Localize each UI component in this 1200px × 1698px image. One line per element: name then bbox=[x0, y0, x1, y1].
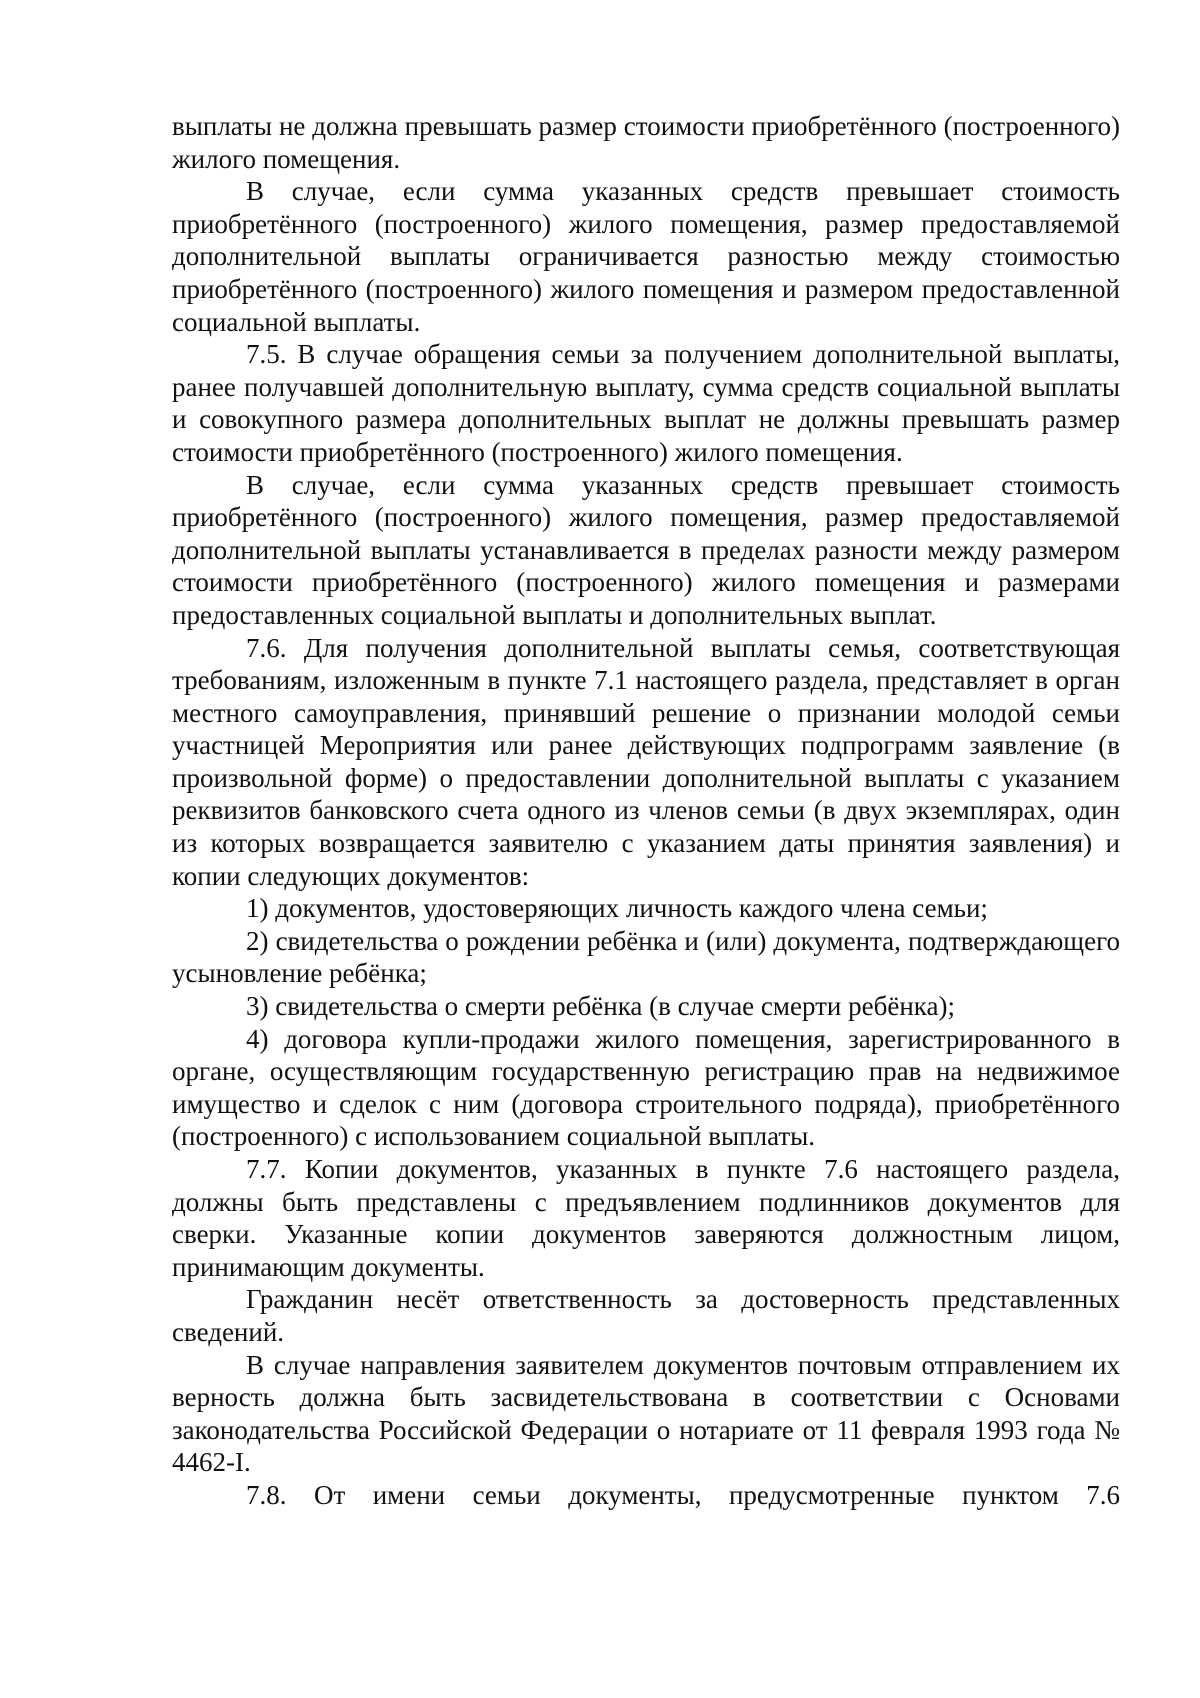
paragraph-postal-submission: В случае направления заявителем документов почтовым отправлением их верность должна быть засвидетельствована в соответствии с Основами законодательства Российской Федерации о нотариате от 11 февраля 1993 года № 4462-I. bbox=[172, 1349, 1120, 1478]
paragraph-difference-limit: В случае, если сумма указанных средств превышает стоимость приобретённого (построенного) жилого помещения, размер предоставляемой дополнительной выплаты ограничивается разностью между стоимостью приобретённого (построенного) жилого помещения и размером предоставленной социальной выплаты. bbox=[172, 176, 1120, 337]
paragraph-7-5: 7.5. В случае обращения семьи за получением дополнительной выплаты, ранее получавшей дополнительную выплату, сумма средств социальной выплаты и совокупного размера дополнительных выплат не должны превышать размер стоимости приобретённого (построенного) жилого помещения. bbox=[172, 339, 1120, 467]
paragraph-continuation: выплаты не должна превышать размер стоимости приобретённого (построенного) жилого помещения. bbox=[172, 111, 1120, 174]
paragraph-7-7: 7.7. Копии документов, указанных в пункте 7.6 настоящего раздела, должны быть представлены с предъявлением подлинников документов для сверки. Указанные копии документов заверяются должностным лицом, принимающим документы. bbox=[172, 1154, 1120, 1282]
list-item-4: 4) договора купли-продажи жилого помещения, зарегистрированного в органе, осуществляющим государственную регистрацию прав на недвижимое имущество и сделок с ним (договора строительного подряда), приобретённого (построенного) с использованием социальной выплаты. bbox=[172, 1023, 1120, 1152]
list-item-3: 3) свидетельства о смерти ребёнка (в случае смерти ребёнка); bbox=[246, 991, 955, 1022]
paragraph-responsibility: Гражданин несёт ответственность за достоверность представленных сведений. bbox=[172, 1284, 1120, 1347]
paragraph-7-8: 7.8. От имени семьи документы, предусмотренные пунктом 7.6 bbox=[246, 1479, 1120, 1510]
list-item-1: 1) документов, удостоверяющих личность каждого члена семьи; bbox=[246, 893, 988, 924]
list-item-2: 2) свидетельства о рождении ребёнка и (или) документа, подтверждающего усыновление ребёнка; bbox=[172, 925, 1120, 989]
document-page bbox=[172, 110, 1120, 1512]
paragraph-difference-range: В случае, если сумма указанных средств превышает стоимость приобретённого (построенного) жилого помещения, размер предоставляемой дополнительной выплаты устанавливается в пределах разности между размером стоимости приобретённого (построенного) жилого помещения и размерами предоставленных социальной выплаты и дополнительных выплат. bbox=[172, 469, 1120, 630]
paragraph-7-6: 7.6. Для получения дополнительной выплаты семья, соответствующая требованиям, изложенным в пункте 7.1 настоящего раздела, представляет в орган местного самоуправления, принявший решение о признании молодой семьи участницей Мероприятия или ранее действующих подпрограмм заявление (в произвольной форме) о предоставлении дополнительной выплаты с указанием реквизитов банковского счета одного из членов семьи (в двух экземплярах, один из которых возвращается заявителю с указанием даты принятия заявления) и копии следующих документов: bbox=[172, 632, 1120, 891]
